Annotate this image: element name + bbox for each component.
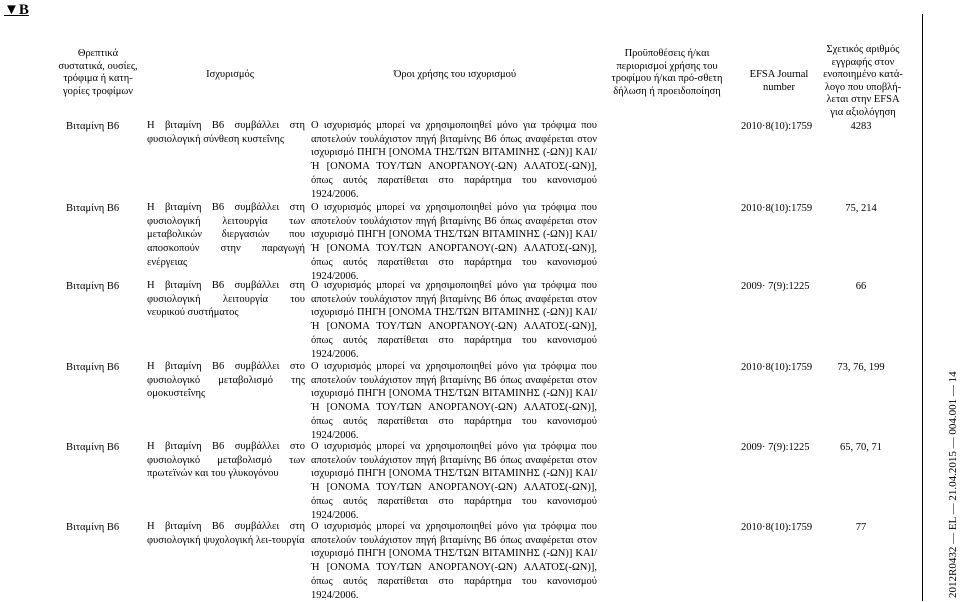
row-6-claim: Η βιταμίνη B6 συμβάλλει στη φυσιολογική ψυχολογική λει-τουργία xyxy=(147,521,305,546)
row-6-conditions: Ο ισχυρισμός μπορεί να χρησιμοποιηθεί μόνο για τρόφιμα που αποτελούν τουλάχιστον πηγή βιταμίνης B6 όπως αναφέρεται στον ισχυρισμό ΠΗΓΗ [ΟΝΟΜΑ ΤΗΣ/ΤΩΝ ΒΙΤΑΜΙΝΗΣ (-ΩΝ)] ΚΑΙ/Ή [ΟΝΟΜΑ ΤΟΥ/ΤΩΝ ΑΝΟΡΓΑΝΟΥ(-ΩΝ) ΑΛΑΤΟΣ(-ΩΝ)], όπως αυτός παρατίθεται στο παράρτημα του κανονισμού 1924/2006. xyxy=(311,521,597,601)
row-3-journal: 2009· 7(9):1225 xyxy=(741,281,810,292)
row-6-ids: 77 xyxy=(855,522,867,533)
header-nutrient: Θρεπτικά συστατικά, ουσίες, τρόφιμα ή κατη-γορίες τροφίμων xyxy=(58,48,138,97)
row-4-claim: Η βιταμίνη B6 συμβάλλει στο φυσιολογικό μεταβολισμό της ομοκυστεΐνης xyxy=(147,361,305,400)
row-3-ids: 66 xyxy=(855,281,867,292)
row-6-journal: 2010·8(10):1759 xyxy=(741,522,813,533)
row-3-nutrient: Βιταμίνη B6 xyxy=(66,281,120,292)
row-4-ids: 73, 76, 199 xyxy=(837,362,885,373)
row-5-nutrient: Βιταμίνη B6 xyxy=(66,442,120,453)
row-4-conditions: Ο ισχυρισμός μπορεί να χρησιμοποιηθεί μόνο για τρόφιμα που αποτελούν τουλάχιστον πηγή βιταμίνης B6 όπως αναφέρεται στον ισχυρισμό ΠΗΓΗ [ΟΝΟΜΑ ΤΗΣ/ΤΩΝ ΒΙΤΑΜΙΝΗΣ (-ΩΝ)] ΚΑΙ/Ή [ΟΝΟΜΑ ΤΟΥ/ΤΩΝ ΑΝΟΡΓΑΝΟΥ(-ΩΝ) ΑΛΑΤΟΣ(-ΩΝ)], όπως αυτός παρατίθεται στο παράρτημα του κανονισμού 1924/2006. xyxy=(311,361,597,441)
row-4-nutrient: Βιταμίνη B6 xyxy=(66,362,120,373)
row-2-journal: 2010·8(10):1759 xyxy=(741,203,813,214)
row-2-conditions: Ο ισχυρισμός μπορεί να χρησιμοποιηθεί μόνο για τρόφιμα που αποτελούν τουλάχιστον πηγή βιταμίνης B6 όπως αναφέρεται στον ισχυρισμό ΠΗΓΗ [ΟΝΟΜΑ ΤΗΣ/ΤΩΝ ΒΙΤΑΜΙΝΗΣ (-ΩΝ)] ΚΑΙ/Ή [ΟΝΟΜΑ ΤΟΥ/ΤΩΝ ΑΝΟΡΓΑΝΟΥ(-ΩΝ) ΑΛΑΤΟΣ(-ΩΝ)], όπως αυτός παρατίθεται στο παράρτημα του κανονισμού 1924/2006. xyxy=(311,202,597,282)
row-5-conditions: Ο ισχυρισμός μπορεί να χρησιμοποιηθεί μόνο για τρόφιμα που αποτελούν τουλάχιστον πηγή βιταμίνης B6 όπως αναφέρεται στον ισχυρισμό ΠΗΓΗ [ΟΝΟΜΑ ΤΗΣ/ΤΩΝ ΒΙΤΑΜΙΝΗΣ (-ΩΝ)] ΚΑΙ/Ή [ΟΝΟΜΑ ΤΟΥ/ΤΩΝ ΑΝΟΡΓΑΝΟΥ(-ΩΝ) ΑΛΑΤΟΣ(-ΩΝ)], όπως αυτός παρατίθεται στο παράρτημα του κανονισμού 1924/2006. xyxy=(311,441,597,521)
row-1-ids: 4283 xyxy=(850,121,872,132)
header-efsa-ids: Σχετικός αριθμός εγγραφής στον ενοποιημένο κατά-λογο που υποβλή-λεται στην EFSA για αξιολόγηση xyxy=(823,44,903,118)
row-1-nutrient: Βιταμίνη B6 xyxy=(66,121,120,132)
row-5-journal: 2009· 7(9):1225 xyxy=(741,442,810,453)
row-2-claim: Η βιταμίνη B6 συμβάλλει στη φυσιολογική λειτουργία των μεταβολικών διεργασιών που αποσκοπούν στην παραγωγή ενέργειας xyxy=(147,202,305,268)
header-claim: Ισχυρισμός xyxy=(206,69,254,80)
document-reference-sidebar: 2012R0432 — EL — 21.04.2015 — 004.001 — 14 xyxy=(947,371,959,598)
row-2-nutrient: Βιταμίνη B6 xyxy=(66,203,120,214)
row-1-claim: Η βιταμίνη B6 συμβάλλει στη φυσιολογική σύνθεση κυστεΐνης xyxy=(147,120,305,145)
header-efsa-journal: EFSA Journal number xyxy=(749,69,809,93)
row-1-journal: 2010·8(10):1759 xyxy=(741,121,813,132)
row-1-conditions: Ο ισχυρισμός μπορεί να χρησιμοποιηθεί μόνο για τρόφιμα που αποτελούν τουλάχιστον πηγή βιταμίνης B6 όπως αναφέρεται στον ισχυρισμό ΠΗΓΗ [ΟΝΟΜΑ ΤΗΣ/ΤΩΝ ΒΙΤΑΜΙΝΗΣ (-ΩΝ)] ΚΑΙ/Ή [ΟΝΟΜΑ ΤΟΥ/ΤΩΝ ΑΝΟΡΓΑΝΟΥ(-ΩΝ) ΑΛΑΤΟΣ(-ΩΝ)], όπως αυτός παρατίθεται στο παράρτημα του κανονισμού 1924/2006. xyxy=(311,120,597,200)
row-5-claim: Η βιταμίνη B6 συμβάλλει στο φυσιολογικό μεταβολισμό των πρωτεϊνών και του γλυκογόνου xyxy=(147,441,305,480)
row-6-nutrient: Βιταμίνη B6 xyxy=(66,522,120,533)
row-5-ids: 65, 70, 71 xyxy=(840,442,882,453)
header-restrictions: Προϋποθέσεις ή/και περιορισμοί χρήσης του τροφίμου ή/και πρό-σθετη δήλωση ή προειδοποίηση xyxy=(611,48,723,97)
row-3-conditions: Ο ισχυρισμός μπορεί να χρησιμοποιηθεί μόνο για τρόφιμα που αποτελούν τουλάχιστον πηγή βιταμίνης B6 όπως αναφέρεται στον ισχυρισμό ΠΗΓΗ [ΟΝΟΜΑ ΤΗΣ/ΤΩΝ ΒΙΤΑΜΙΝΗΣ (-ΩΝ)] ΚΑΙ/Ή [ΟΝΟΜΑ ΤΟΥ/ΤΩΝ ΑΝΟΡΓΑΝΟΥ(-ΩΝ) ΑΛΑΤΟΣ(-ΩΝ)], όπως αυτός παρατίθεται στο παράρτημα του κανονισμού 1924/2006. xyxy=(311,280,597,360)
header-conditions: Όροι χρήσης του ισχυρισμού xyxy=(393,69,517,80)
margin-rule xyxy=(922,14,923,601)
row-3-claim: Η βιταμίνη B6 συμβάλλει στη φυσιολογική λειτουργία του νευρικού συστήματος xyxy=(147,280,305,319)
row-4-journal: 2010·8(10):1759 xyxy=(741,362,813,373)
version-marker: ▼B xyxy=(4,2,29,18)
row-2-ids: 75, 214 xyxy=(845,203,877,214)
